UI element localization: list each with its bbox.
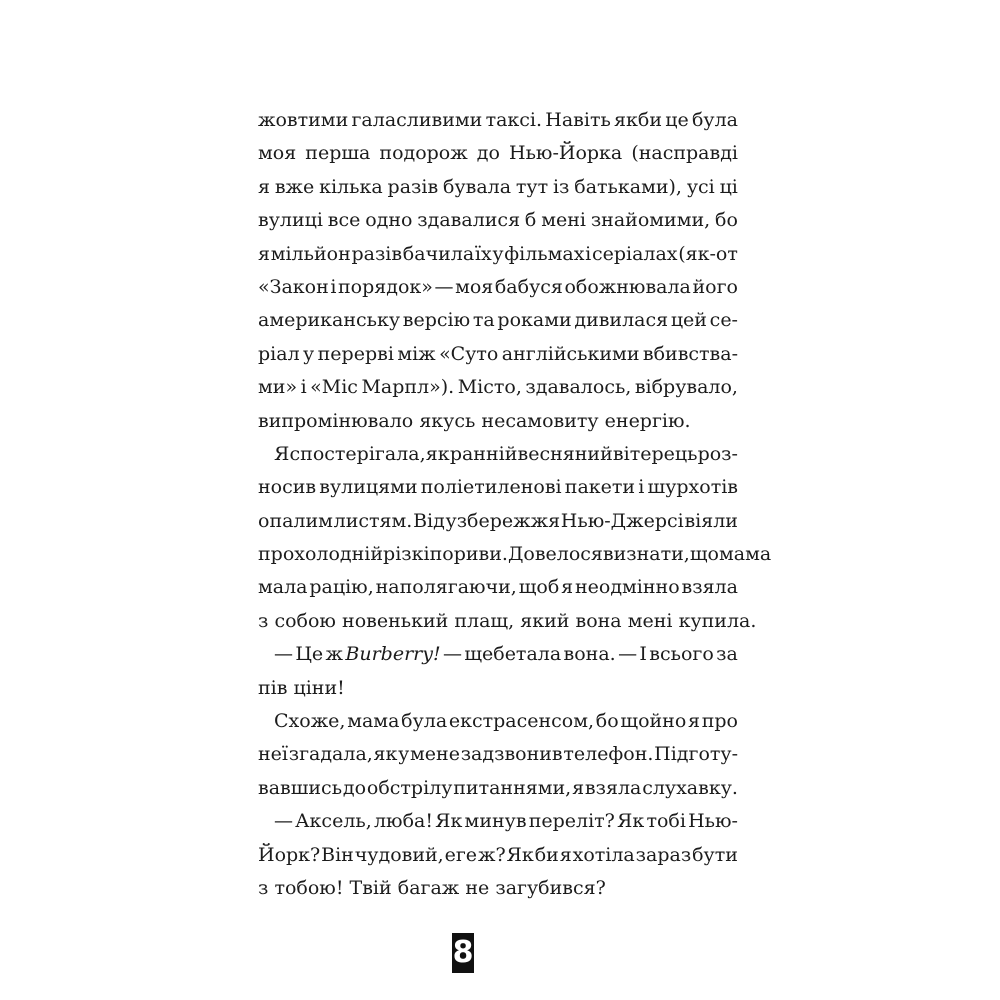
word: Я <box>274 442 290 465</box>
word: із <box>552 175 570 198</box>
word: мені <box>541 209 586 232</box>
word: — <box>442 643 462 666</box>
word: Від <box>413 509 445 532</box>
word: усі <box>686 175 715 198</box>
word: з <box>258 609 269 632</box>
word: бачила <box>402 242 475 265</box>
word: у <box>492 242 504 265</box>
word: би <box>534 843 559 866</box>
word: подорож <box>379 142 468 165</box>
word: наполягаючи, <box>375 576 517 599</box>
word: Нью-Йорка <box>509 142 623 165</box>
word: бути <box>692 843 738 866</box>
word: Йорк? <box>258 843 321 866</box>
word: ці <box>719 175 738 198</box>
word: взяла <box>584 776 642 799</box>
text-line <box>258 839 738 872</box>
word: випромінювало <box>258 409 414 432</box>
word: вбивства- <box>642 342 738 365</box>
word: щебетала <box>464 643 562 666</box>
word: Це <box>295 643 324 666</box>
word: еге <box>444 843 478 866</box>
word: ранній <box>449 442 518 465</box>
word: у <box>303 342 315 365</box>
word: щойно <box>620 710 687 733</box>
word: перша <box>305 142 371 165</box>
word: між <box>397 342 436 365</box>
word: порядок» <box>338 275 433 298</box>
word: я <box>258 242 270 265</box>
word: до <box>476 142 500 165</box>
word: багаж <box>397 876 460 899</box>
word: Навіть <box>545 109 611 131</box>
word: Він <box>321 843 354 866</box>
word: цей <box>670 309 707 332</box>
text-line <box>258 338 738 371</box>
word: і <box>638 476 645 499</box>
text-line <box>258 405 738 438</box>
word: що <box>689 543 719 566</box>
word: узбережжя <box>445 509 561 532</box>
word: задзвонив <box>460 743 563 766</box>
word: переліт? <box>528 810 615 833</box>
word: про <box>701 710 738 733</box>
text-line <box>258 238 738 271</box>
word: ціни! <box>293 676 345 699</box>
word: шурхотів <box>647 476 738 499</box>
text-line <box>258 137 738 170</box>
text-line <box>258 805 738 838</box>
word: перерві <box>317 342 394 365</box>
word: І <box>639 643 647 666</box>
word: Нью- <box>688 810 738 833</box>
word: здавалось, <box>525 376 632 399</box>
word: рацію, <box>309 576 374 599</box>
word: я <box>688 710 700 733</box>
word: бабуся <box>494 275 563 298</box>
word: батьками), <box>574 175 682 198</box>
word: роз- <box>697 442 738 465</box>
word: енергію. <box>604 409 691 432</box>
word: вже <box>274 175 315 198</box>
word: слухавку. <box>642 776 738 799</box>
word: — <box>618 643 638 666</box>
word: всього <box>649 643 714 666</box>
word: неодмінно <box>574 576 680 599</box>
word: собою <box>274 609 336 632</box>
word: була <box>691 109 738 131</box>
word: неї <box>258 743 288 766</box>
word: з <box>258 876 269 899</box>
word: Як <box>435 810 463 833</box>
word: хотіла <box>572 843 635 866</box>
word: вулицями <box>319 476 418 499</box>
word: минув <box>464 810 527 833</box>
word: їх <box>474 242 492 265</box>
word: як <box>373 743 398 766</box>
word: у <box>398 743 410 766</box>
word: Як <box>617 810 645 833</box>
word: несамовиту <box>481 409 599 432</box>
text-line <box>258 171 738 204</box>
text-line <box>258 304 738 337</box>
word: се- <box>709 309 738 332</box>
word: купила. <box>678 609 757 632</box>
word: — <box>434 275 454 298</box>
word: моя <box>258 142 297 165</box>
word: одно <box>365 209 413 232</box>
word: як <box>425 442 450 465</box>
word: все <box>327 209 361 232</box>
word: різкі <box>383 543 430 566</box>
word: бо <box>715 209 738 232</box>
word: визнати, <box>602 543 690 566</box>
word: бувала <box>443 175 512 198</box>
word: якби <box>614 109 663 131</box>
text-line <box>258 638 738 671</box>
word: мене <box>410 743 460 766</box>
word: вона <box>575 609 622 632</box>
word: «Суто <box>439 342 499 365</box>
word: тут <box>515 175 549 198</box>
word: я <box>561 576 574 599</box>
word: листям. <box>333 509 413 532</box>
text-line <box>258 471 738 504</box>
word: б <box>524 209 537 232</box>
word: вулиці <box>258 209 323 232</box>
word: та <box>472 309 495 332</box>
word: Місто, <box>457 376 522 399</box>
word: обстрілу <box>366 776 453 799</box>
word: тобі <box>646 810 686 833</box>
word: ми» <box>258 376 298 399</box>
word: вітерець <box>612 442 698 465</box>
word: загубився? <box>495 876 606 899</box>
word: Burberry! <box>345 643 441 666</box>
word: екстрасенсом, <box>448 710 595 733</box>
word: люба! <box>373 810 433 833</box>
word: ж <box>325 643 344 666</box>
word: Схоже, <box>274 710 346 733</box>
word: таксі. <box>485 109 543 131</box>
word: обожнювала <box>564 275 691 298</box>
word: за <box>716 643 738 666</box>
word: пів <box>258 676 288 699</box>
word: прохолодні <box>258 543 371 566</box>
word: — <box>274 810 293 833</box>
word: питаннями, <box>453 776 572 799</box>
text-line <box>258 571 738 604</box>
word: (як-от <box>678 242 738 265</box>
word: тобою! <box>274 876 344 899</box>
word: бо <box>595 710 619 733</box>
word: разів <box>351 242 403 265</box>
word: віяли <box>684 509 738 532</box>
word: вавшись <box>258 776 343 799</box>
word: Твій <box>349 876 392 899</box>
body-text <box>258 104 772 905</box>
word: мала <box>258 576 308 599</box>
word: взяла <box>681 576 738 599</box>
word: здавалися <box>417 209 521 232</box>
word: Підготу- <box>654 743 738 766</box>
word: вона. <box>563 643 616 666</box>
word: роками <box>497 309 572 332</box>
word: була <box>401 710 448 733</box>
word: знайомими, <box>590 209 711 232</box>
word: щоб <box>518 576 560 599</box>
word: мама <box>718 543 772 566</box>
word: версію <box>402 309 471 332</box>
word: фільмах <box>504 242 585 265</box>
word: поліетиленові <box>420 476 562 499</box>
word: кілька <box>319 175 383 198</box>
word: дивилася <box>574 309 669 332</box>
word: ж? <box>477 843 506 866</box>
text-line <box>258 271 738 304</box>
word: весняний <box>517 442 613 465</box>
word: і <box>330 275 337 298</box>
word: й <box>370 543 384 566</box>
word: не <box>465 876 490 899</box>
word: серіалах <box>591 242 678 265</box>
page-number: 8 <box>452 933 474 973</box>
word: моя <box>455 275 494 298</box>
word: разів <box>387 175 439 198</box>
word: англійськими <box>501 342 640 365</box>
word: опалим <box>258 509 333 532</box>
word: Аксель, <box>295 810 372 833</box>
word: який <box>520 609 570 632</box>
text-line <box>258 672 738 705</box>
text-line <box>258 772 738 805</box>
word: американську <box>258 309 401 332</box>
word: я <box>559 843 572 866</box>
word: Нью-Джерсі <box>560 509 684 532</box>
word: жовтими <box>258 109 349 131</box>
text-line <box>258 104 738 137</box>
text-line <box>258 605 757 638</box>
word: я <box>258 175 270 198</box>
word: мільйон <box>270 242 351 265</box>
word: новенький <box>342 609 449 632</box>
word: якусь <box>419 409 476 432</box>
word: мама <box>347 710 400 733</box>
text-line <box>258 371 738 404</box>
word: галасливими <box>351 109 483 131</box>
word: мені <box>627 609 673 632</box>
word: згадала, <box>288 743 373 766</box>
word: чудовий, <box>354 843 444 866</box>
word: носив <box>258 476 317 499</box>
word: Марпл»). <box>361 376 455 399</box>
text-line <box>258 204 738 237</box>
word: це <box>665 109 689 131</box>
word: і <box>300 376 307 399</box>
word: пакети <box>564 476 636 499</box>
word: — <box>274 643 293 666</box>
word: зараз <box>635 843 692 866</box>
word: пориви. <box>429 543 508 566</box>
word: я <box>572 776 585 799</box>
text-line <box>258 705 738 738</box>
word: ріал <box>258 342 300 365</box>
text-line <box>258 438 738 471</box>
word: до <box>342 776 367 799</box>
text-line <box>258 538 772 571</box>
word: вібрувало, <box>634 376 738 399</box>
word: телефон. <box>563 743 654 766</box>
word: і <box>585 242 592 265</box>
word: Довелося <box>507 543 603 566</box>
word: спостерігала, <box>289 442 426 465</box>
word: (насправді <box>631 142 738 165</box>
word: «Закон <box>258 275 329 298</box>
word: плащ, <box>454 609 515 632</box>
text-line <box>258 505 738 538</box>
text-line <box>258 738 738 771</box>
word: Як <box>506 843 534 866</box>
word: його <box>692 275 738 298</box>
text-line <box>258 872 738 905</box>
word: «Міс <box>310 376 358 399</box>
